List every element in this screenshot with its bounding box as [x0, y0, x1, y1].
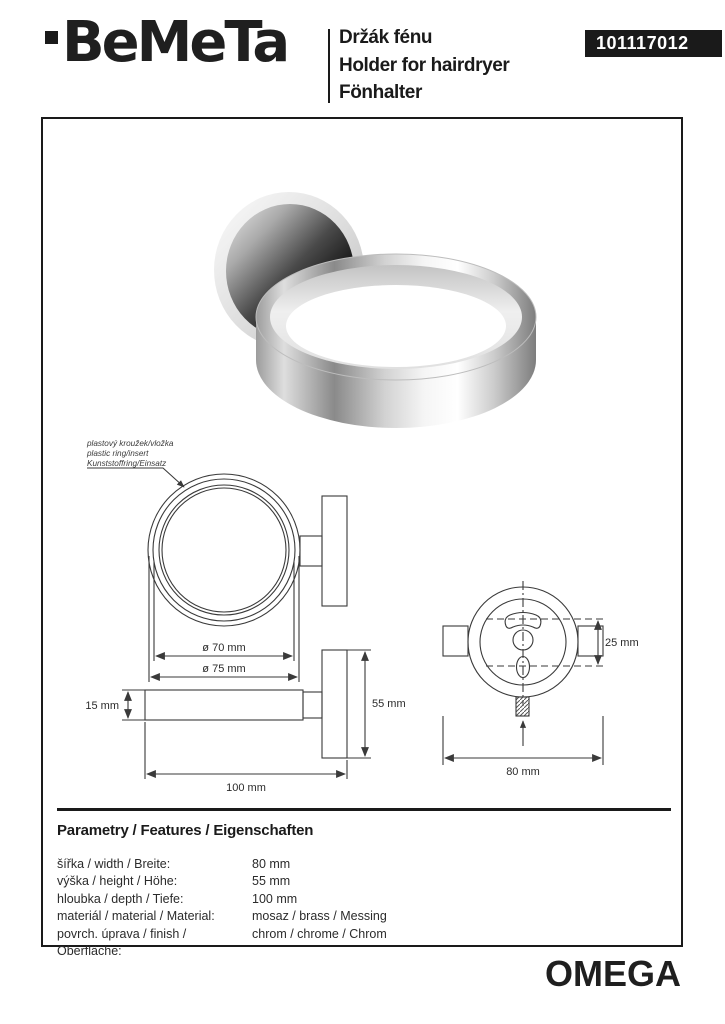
param-value: chrom / chrome / Chrom	[252, 926, 387, 941]
dim-label-100: 100 mm	[226, 782, 266, 794]
param-label: výška / height / Höhe:	[57, 874, 178, 889]
bemeta-logo: BeMeTa	[62, 10, 288, 75]
params-title: Parametry / Features / Eigenschaften	[57, 822, 314, 839]
dim-label-d75: ø 75 mm	[202, 663, 246, 675]
dim-label-80: 80 mm	[506, 766, 540, 778]
product-photo	[214, 192, 536, 428]
product-title-en: Holder for hairdryer	[339, 54, 510, 76]
product-code-badge: 101117012	[585, 30, 722, 57]
dim-label-25: 25 mm	[605, 637, 639, 649]
param-row-height	[57, 873, 387, 890]
param-value: mosaz / brass / Messing	[252, 909, 387, 924]
annotation-line-en: plastic ring/insert	[87, 449, 149, 458]
param-value: 100 mm	[252, 891, 298, 906]
params-separator	[57, 808, 671, 811]
param-label: povrch. úprava / finish / Oberfläche:	[57, 926, 187, 959]
logo-square-icon	[45, 31, 58, 44]
product-titles	[339, 24, 509, 107]
header-divider	[328, 29, 330, 103]
param-label: hloubka / depth / Tiefe:	[57, 891, 184, 906]
annotation-line-de: Kunststoffring/Einsatz	[87, 459, 167, 468]
param-value: 80 mm	[252, 857, 291, 871]
param-label: materiál / material / Material:	[57, 909, 215, 924]
param-row-material	[57, 908, 387, 925]
product-title-cs: Držák fénu	[339, 27, 433, 48]
product-title-de: Fönhalter	[339, 82, 422, 103]
param-row-depth	[57, 891, 387, 908]
dim-label-15: 15 mm	[85, 700, 119, 712]
dim-label-d70: ø 70 mm	[202, 642, 246, 654]
annotation-line-cs: plastový kroužek/vložka	[87, 439, 174, 448]
dim-label-55: 55 mm	[372, 698, 406, 710]
drawing-back-view	[443, 581, 606, 765]
param-label: šířka / width / Breite:	[57, 857, 171, 871]
param-row-width	[57, 856, 387, 873]
drawing-side-view	[122, 650, 371, 779]
params-table	[57, 856, 387, 960]
series-brand: OMEGA	[544, 953, 681, 994]
param-row-finish	[57, 926, 387, 961]
param-value: 55 mm	[252, 874, 291, 889]
product-drawing	[41, 117, 682, 817]
